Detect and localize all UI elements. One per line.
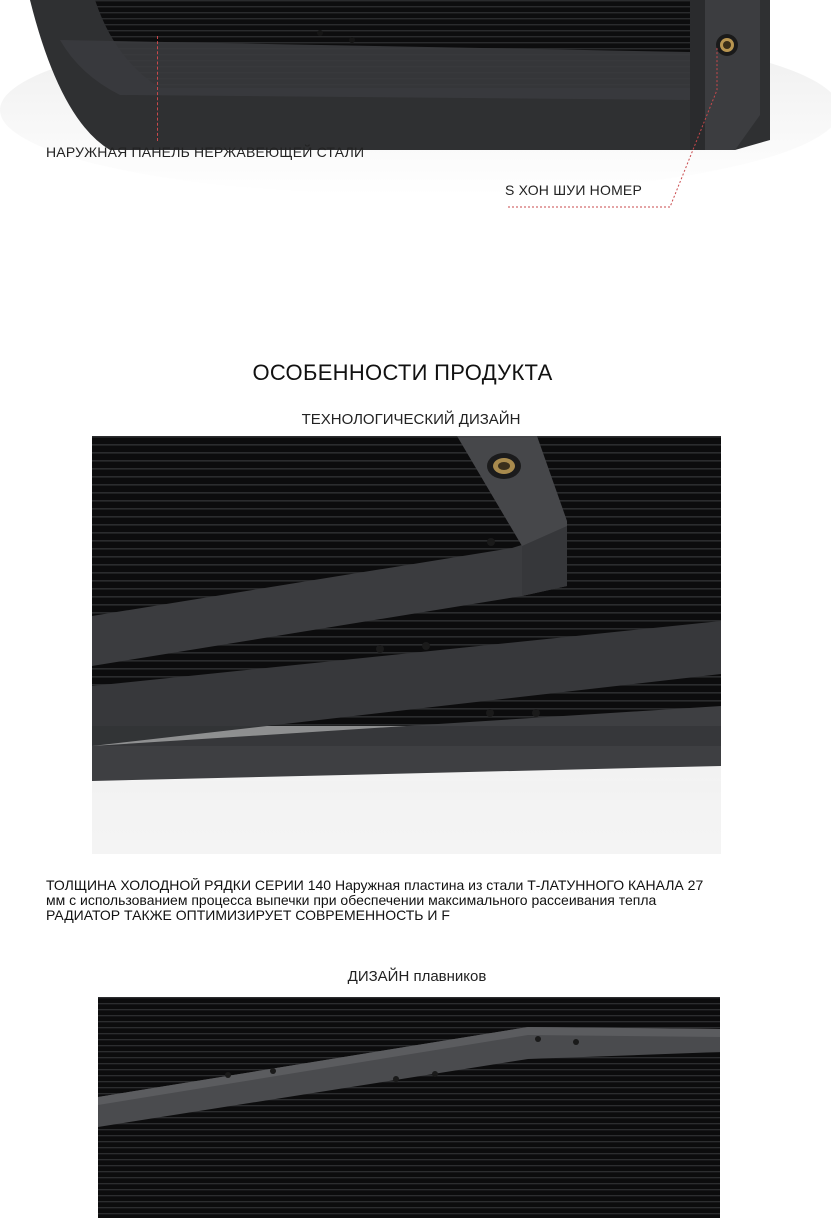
description-line-2: мм с использованием процесса выпечки при обеспечении максимального рассеивания тепла bbox=[46, 893, 657, 908]
subtitle-fin-design: ДИЗАЙН плавников bbox=[347, 968, 487, 985]
radiator-stack-image bbox=[92, 436, 721, 854]
callout-port-label: S ХОН ШУИ НОМЕР bbox=[505, 182, 643, 198]
section-title-product-features: ОСОБЕННОСТИ ПРОДУКТА bbox=[252, 360, 553, 385]
callout-line-outer-panel bbox=[157, 36, 158, 141]
product-description bbox=[46, 878, 781, 923]
description-line-1: ТОЛЩИНА ХОЛОДНОЙ РЯДКИ СЕРИИ 140 Наружная пластина из стали Т-ЛАТУННОГО КАНАЛА 27 bbox=[46, 878, 704, 893]
radiator-closeup-section bbox=[0, 0, 831, 230]
radiator-fins-photo bbox=[98, 997, 720, 1218]
radiator-stack-photo bbox=[92, 436, 721, 854]
radiator-fins-image bbox=[98, 997, 720, 1218]
description-line-3: РАДИАТОР ТАКЖЕ ОПТИМИЗИРУЕТ СОВРЕМЕННОСТЬ И F bbox=[46, 908, 450, 923]
callout-outer-panel-label: НАРУЖНАЯ ПАНЕЛЬ НЕРЖАВЕЮЩЕЙ СТАЛИ bbox=[46, 144, 365, 160]
subtitle-tech-design: ТЕХНОЛОГИЧЕСКИЙ ДИЗАЙН bbox=[301, 411, 521, 428]
